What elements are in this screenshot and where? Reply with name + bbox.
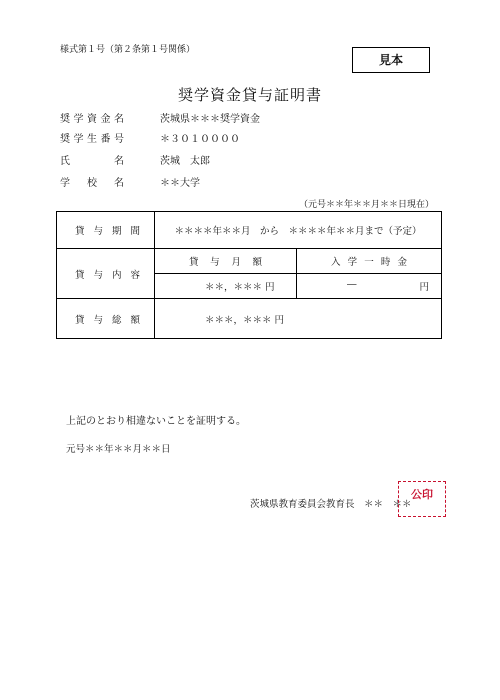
loan-total-label-text: 貸 与 総 額: [75, 314, 140, 326]
student-name-label: 氏 名: [60, 156, 124, 167]
loan-total-unit: 円: [274, 314, 285, 326]
loan-content-label: [57, 249, 155, 299]
loan-total-number: ＊＊＊，＊＊＊: [205, 314, 272, 326]
enrollment-fee-number: ―: [347, 279, 357, 290]
enrollment-fee-header-text: 入 学 一 時 金: [331, 257, 407, 268]
monthly-amount-header-text: 貸 与 月 額: [189, 257, 262, 268]
form-number: 様式第１号（第２条第１号関係）: [60, 45, 196, 55]
monthly-amount-unit: 円: [265, 282, 275, 293]
student-name-value: 茨城 太郎: [160, 156, 210, 167]
enrollment-fee-unit: 円: [419, 282, 429, 293]
issuer-name: 茨城県教育委員会教育長 ＊＊ ＊＊: [250, 499, 412, 510]
document-title: 奨学資金貸与証明書: [177, 86, 322, 104]
school-name-label: 学 校 名: [60, 178, 124, 189]
official-seal: 公印: [398, 481, 446, 517]
enrollment-fee-header: [297, 249, 442, 274]
scholarship-name-value: 茨城県＊＊＊奨学資金: [160, 114, 260, 125]
certification-statement: 上記のとおり相違ないことを証明する。: [66, 416, 246, 427]
monthly-amount-value: [155, 274, 297, 299]
issue-date: 元号＊＊年＊＊月＊＊日: [66, 444, 171, 455]
as-of-date: （元号＊＊年＊＊月＊＊日現在）: [298, 200, 434, 210]
loan-table: [56, 211, 442, 339]
monthly-amount-number: ＊＊，＊＊＊: [205, 282, 263, 293]
scholarship-name-label: 奨 学 資 金 名: [60, 114, 124, 125]
sample-badge: 見本: [352, 47, 430, 73]
loan-content-label-text: 貸 与 内 容: [75, 269, 140, 281]
loan-period-label-text: 貸 与 期 間: [75, 226, 140, 237]
enrollment-fee-value: [297, 274, 442, 299]
loan-content-header-row: [57, 249, 442, 274]
student-number-label: 奨 学 生 番 号: [60, 134, 124, 145]
loan-period-label: [57, 212, 155, 249]
school-name-value: ＊＊大学: [160, 178, 200, 189]
loan-period-value: ＊＊＊＊年＊＊月 から ＊＊＊＊年＊＊月まで（予定）: [155, 212, 442, 249]
loan-total-value: [155, 299, 442, 339]
student-number-value: ＊３０１００００: [160, 134, 240, 145]
loan-period-row: [57, 212, 442, 249]
loan-total-row: [57, 299, 442, 339]
monthly-amount-header: [155, 249, 297, 274]
loan-total-label: [57, 299, 155, 339]
